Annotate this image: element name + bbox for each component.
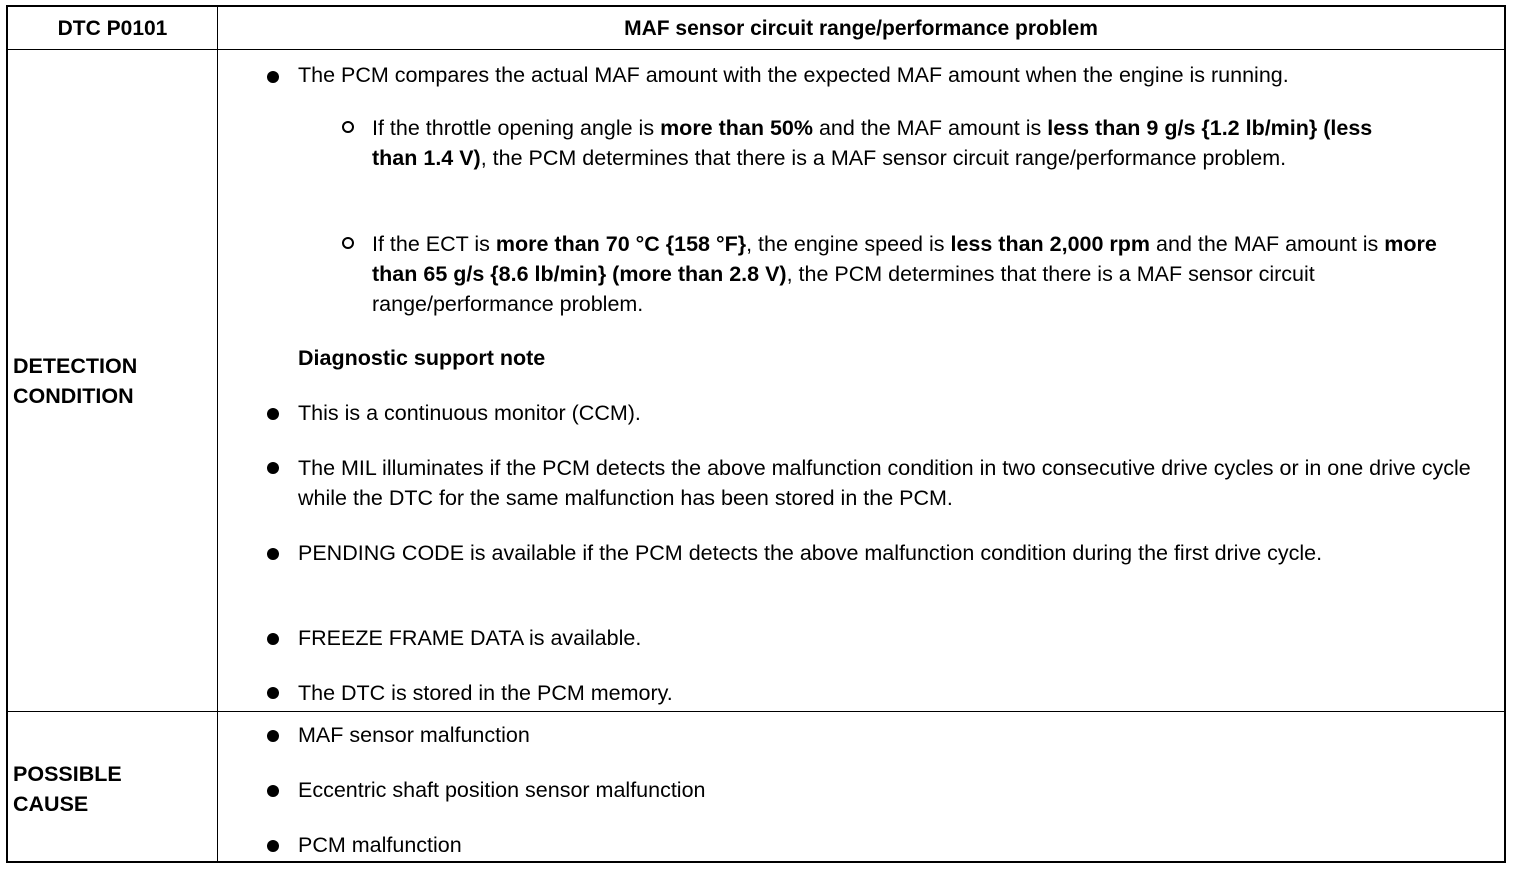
cause-item: Eccentric shaft position sensor malfunction	[298, 778, 706, 802]
bullet-icon	[267, 462, 279, 474]
bullet-icon	[267, 71, 279, 83]
note-item: The DTC is stored in the PCM memory.	[298, 681, 673, 705]
note-item: The MIL illuminates if the PCM detects the above malfunction condition in two consecutive drive cycles or in one drive cycle while the DTC for the same malfunction has been stored in the PCM.	[298, 456, 1471, 510]
bullet-icon	[267, 548, 279, 560]
bullet-icon	[267, 408, 279, 420]
column-divider	[217, 7, 218, 861]
bullet-icon	[267, 687, 279, 699]
note-item: This is a continuous monitor (CCM).	[298, 401, 641, 425]
detection-main-text: The PCM compares the actual MAF amount with the expected MAF amount when the engine is running.	[298, 63, 1289, 87]
diagnostic-support-note-title: Diagnostic support note	[298, 346, 546, 370]
dtc-code: DTC P0101	[57, 16, 168, 40]
dtc-table	[6, 5, 1506, 863]
note-item: PENDING CODE is available if the PCM detects the above malfunction condition during the first drive cycle.	[298, 541, 1323, 565]
bullet-icon	[267, 840, 279, 852]
detection-condition-label: DETECTION CONDITION	[13, 354, 138, 408]
bullet-icon	[267, 633, 279, 645]
row-divider	[8, 711, 1504, 712]
bullet-icon	[267, 730, 279, 742]
ring-bullet-icon	[342, 121, 354, 133]
bullet-icon	[267, 785, 279, 797]
cause-item: MAF sensor malfunction	[298, 723, 530, 747]
ring-bullet-icon	[342, 237, 354, 249]
note-item: FREEZE FRAME DATA is available.	[298, 626, 642, 650]
possible-cause-label: POSSIBLE CAUSE	[13, 762, 122, 816]
detection-sub-item-2: If the ECT is more than 70 °C {158 °F}, the engine speed is less than 2,000 rpm and the MAF amount is more than 65 g/s {8.6 lb/min} (more than 2.8 V), the PCM determines that there is a MAF sensor circuit range/performance problem.	[372, 232, 1437, 316]
dtc-title: MAF sensor circuit range/performance problem	[624, 16, 1098, 40]
cause-item: PCM malfunction	[298, 833, 462, 857]
detection-sub-item-1: If the throttle opening angle is more than 50% and the MAF amount is less than 9 g/s {1.2 lb/min} (less than 1.4 V), the PCM determines that there is a MAF sensor circuit range/performance problem.	[372, 116, 1373, 170]
